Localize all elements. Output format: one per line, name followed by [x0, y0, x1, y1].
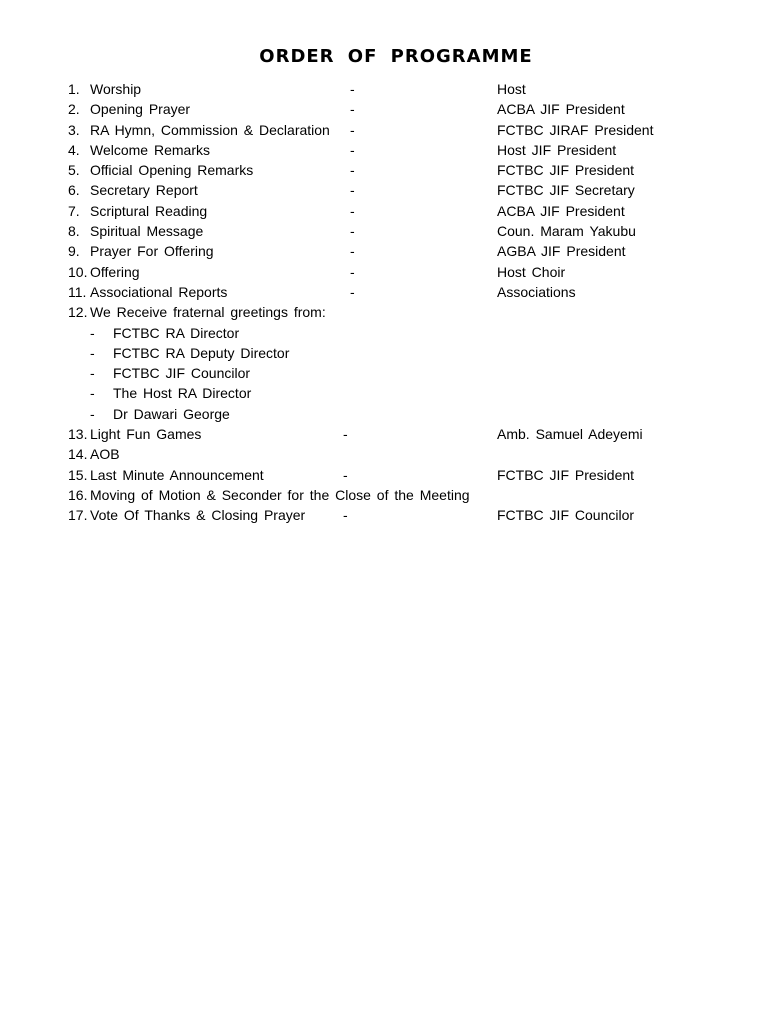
item-title: Vote Of Thanks & Closing Prayer	[90, 507, 306, 524]
item-responsible: Host JIF President	[497, 141, 617, 158]
greeting-text: The Host RA Director	[113, 385, 252, 402]
greeting-dash: -	[90, 385, 95, 402]
greeting-dash: -	[90, 365, 95, 382]
item-dash: -	[350, 121, 355, 138]
item-responsible: Amb. Samuel Adeyemi	[497, 426, 643, 443]
item-title: Light Fun Games	[90, 426, 202, 443]
item-title: RA Hymn, Commission & Declaration	[90, 121, 330, 138]
programme-item	[0, 160, 768, 180]
item-number: 7.	[68, 202, 80, 219]
item-responsible: FCTBC JIRAF President	[497, 121, 654, 138]
item-number: 17.	[68, 507, 88, 524]
programme-item	[0, 424, 768, 444]
greeting-text: FCTBC JIF Councilor	[113, 365, 251, 382]
programme-item	[0, 241, 768, 261]
item-number: 12.	[68, 304, 88, 321]
item-responsible: ACBA JIF President	[497, 101, 625, 118]
item-number: 16.	[68, 486, 88, 503]
item-title: Spiritual Message	[90, 223, 204, 240]
programme-item	[0, 79, 768, 99]
item-title: Scriptural Reading	[90, 202, 208, 219]
item-dash: -	[350, 101, 355, 118]
item-title: Last Minute Announcement	[90, 466, 264, 483]
item-dash: -	[343, 507, 348, 524]
programme-item	[0, 444, 768, 464]
item-title: Opening Prayer	[90, 101, 191, 118]
item-number: 11.	[68, 283, 87, 300]
page-title: ORDER OF PROGRAMME	[259, 46, 533, 67]
item-title: Associational Reports	[90, 283, 228, 300]
item-responsible: Associations	[497, 283, 576, 300]
programme-item	[0, 302, 768, 322]
greeting-dash: -	[90, 324, 95, 341]
item-number: 6.	[68, 182, 80, 199]
item-dash: -	[350, 81, 355, 97]
item-dash: -	[350, 141, 355, 158]
item-responsible: FCTBC JIF Councilor	[497, 507, 635, 524]
item-responsible: FCTBC JIF Secretary	[497, 182, 635, 199]
programme-item	[0, 282, 768, 302]
programme-item	[0, 485, 768, 505]
item-dash: -	[350, 182, 355, 199]
greeting-item	[0, 343, 768, 363]
item-dash: -	[343, 426, 348, 443]
item-responsible: AGBA JIF President	[497, 243, 626, 260]
item-number: 14.	[68, 446, 88, 463]
item-title: Official Opening Remarks	[90, 162, 254, 179]
greeting-item	[0, 323, 768, 343]
item-responsible: ACBA JIF President	[497, 202, 625, 219]
programme-item	[0, 180, 768, 200]
item-number: 2.	[68, 101, 80, 118]
item-responsible: FCTBC JIF President	[497, 162, 635, 179]
item-responsible: FCTBC JIF President	[497, 466, 635, 483]
item-dash: -	[350, 243, 355, 260]
item-number: 10.	[68, 263, 88, 280]
item-responsible: Host Choir	[497, 263, 566, 280]
item-number: 3.	[68, 121, 80, 138]
greeting-item	[0, 363, 768, 383]
greeting-item	[0, 404, 768, 424]
programme-list	[0, 79, 768, 526]
programme-item	[0, 99, 768, 119]
programme-item	[0, 201, 768, 221]
programme-item	[0, 120, 768, 140]
programme-item	[0, 221, 768, 241]
item-title: Prayer For Offering	[90, 243, 214, 260]
item-number: 13.	[68, 426, 88, 443]
programme-item	[0, 140, 768, 160]
item-responsible: Coun. Maram Yakubu	[497, 223, 636, 240]
item-number: 8.	[68, 223, 80, 240]
item-number: 15.	[68, 466, 88, 483]
item-title: Welcome Remarks	[90, 141, 210, 158]
item-dash: -	[350, 283, 355, 300]
greeting-text: Dr Dawari George	[113, 405, 230, 422]
item-dash: -	[343, 466, 348, 483]
item-title: Offering	[90, 263, 140, 280]
item-dash: -	[350, 162, 355, 179]
programme-item	[0, 465, 768, 485]
item-number: 1.	[68, 81, 80, 97]
item-title: Worship	[90, 81, 142, 97]
programme-item	[0, 505, 768, 525]
programme-item	[0, 262, 768, 282]
greeting-text: FCTBC RA Director	[113, 324, 240, 341]
item-dash: -	[350, 223, 355, 240]
item-number: 5.	[68, 162, 80, 179]
item-title: AOB	[90, 446, 120, 463]
item-number: 4.	[68, 141, 80, 158]
item-dash: -	[350, 202, 355, 219]
item-title: Moving of Motion & Seconder for the Close of the Meeting	[90, 486, 470, 503]
item-responsible: Host	[497, 81, 526, 97]
item-number: 9.	[68, 243, 80, 260]
item-dash: -	[350, 263, 355, 280]
greeting-dash: -	[90, 405, 95, 422]
greeting-dash: -	[90, 344, 95, 361]
item-title: We Receive fraternal greetings from:	[90, 304, 326, 321]
greeting-item	[0, 383, 768, 403]
item-title: Secretary Report	[90, 182, 198, 199]
greeting-text: FCTBC RA Deputy Director	[113, 344, 290, 361]
